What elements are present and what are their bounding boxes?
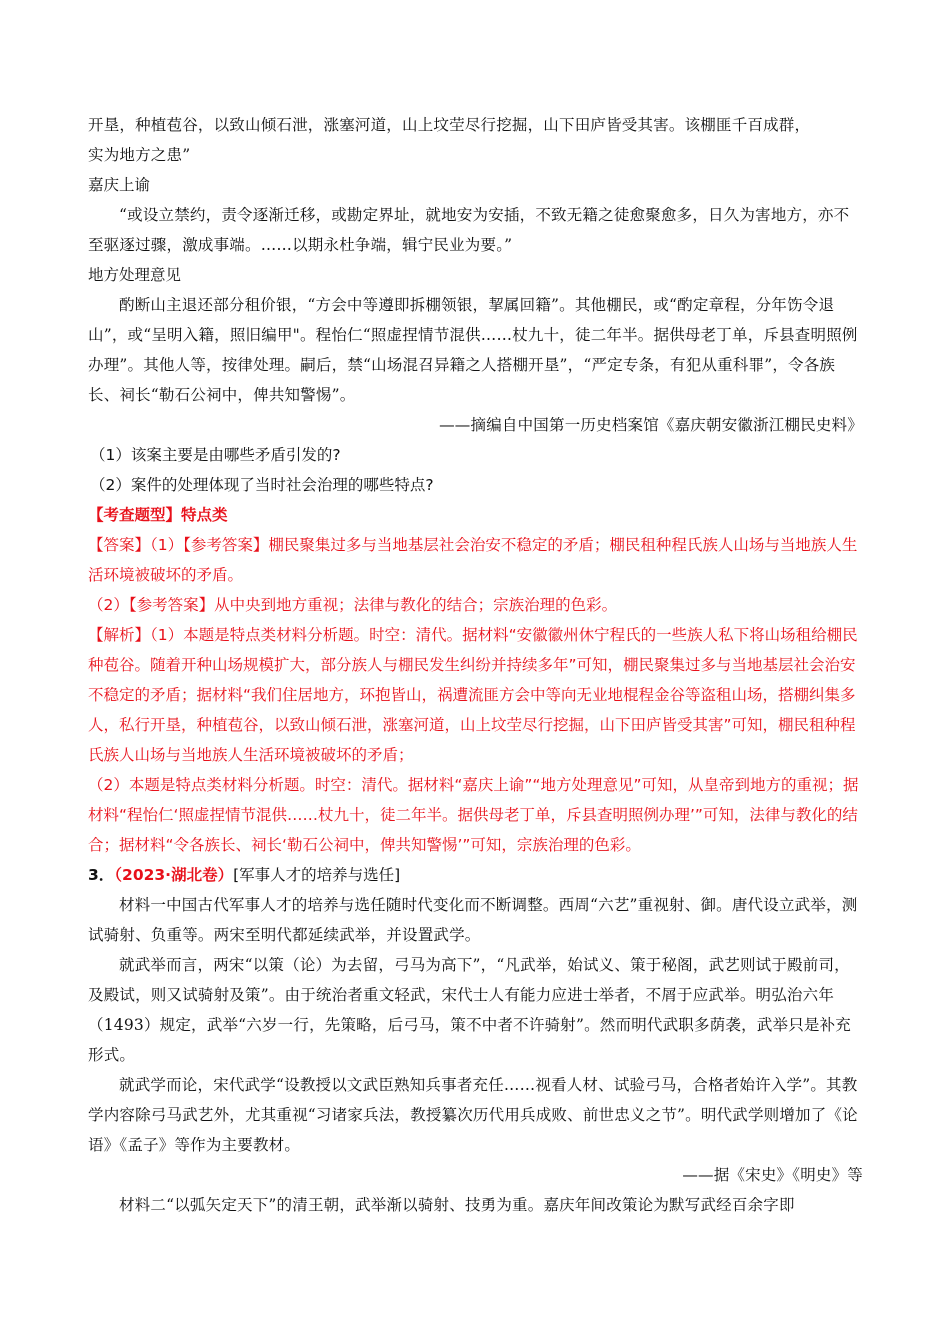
explanation-2: （2）本题是特点类材料分析题。时空：清代。据材料“嘉庆上谕”“地方处理意见”可知，从皇帝到地方的重视；据材料“程怡仁‘照虚捏情节混供……杖九十，徒二年半。据供母老丁单，斥县查明照例办理’”可知，法律与教化的结合；据材料“令各族长、祠长‘勒石公祠中，俾共知警惕’”可知，宗族治理的色彩。 (88, 776, 859, 854)
material-2-paragraph: 材料二“以弧矢定天下”的清王朝，武举渐以骑射、技勇为重。嘉庆年间改策论为默写武经百余字即 (119, 1196, 795, 1214)
explanation-1 (88, 620, 863, 770)
question-type-label: 【考查题型】特点类 (88, 506, 228, 524)
edict-paragraph: “或设立禁约，责令逐渐迁移，或勘定界址，就地安为安插，不致无籍之徒愈聚愈多，日久为害地方，亦不至驱逐过骤，激成事端。……以期永杜争端，辑宁民业为要。” (88, 206, 850, 254)
question-number: 3． (88, 866, 115, 884)
passage-line: 实为地方之患” (88, 146, 191, 164)
section-heading: 嘉庆上谕 (88, 176, 151, 194)
reference-answer-label: 【参考答案】 (183, 536, 269, 554)
section-heading: 地方处理意见 (88, 266, 182, 284)
answer-label: 【答案】 (88, 536, 151, 554)
material-1-paragraph: 就武举而言，两宋“以策（论）为去留，弓马为高下”，“凡武举，始试义、策于秘阁，武艺则试于殿前司，及殿试，则又试骑射及策”。由于统治者重文轻武，宋代士人有能力应进士举者，不屑于应武举。明弘治六年（1493）规定，武举“六岁一行，先策略，后弓马，策不中者不许骑射”。然而明代武职多荫袭，武举只是补充形式。 (88, 956, 851, 1064)
answer-text: 从中央到地方重视；法律与教化的结合；宗族治理的色彩。 (214, 596, 618, 614)
material-1-paragraph: 就武学而论，宋代武学“设教授以文武臣熟知兵事者充任……视看人材、试验弓马，合格者始许入学”。其教学内容除弓马武艺外，尤其重视“习诸家兵法，教授纂次历代用兵成败、前世忠义之节”。明代武学则增加了《论语》《孟子》等作为主要教材。 (88, 1076, 858, 1154)
material-1-paragraph: 材料一中国古代军事人才的培养与选任随时代变化而不断调整。西周“六艺”重视射、御。唐代设立武举，测试骑射、负重等。两宋至明代都延续武举，并设置武学。 (88, 896, 858, 944)
answer-number: （1） (150, 536, 184, 554)
explanation-text: （1）本题是特点类材料分析题。时空：清代。据材料“安徽徽州休宁程氏的一些族人私下将山场租给棚民种苞谷。随着开种山场规模扩大，部分族人与棚民发生纠纷并持续多年”可知，棚民聚集过多与当地基层社会治安不稳定的矛盾；据材料“我们住居地方，环抱皆山，祸遭流匪方会中等向无业地棍程金谷等盗租山场，搭棚纠集多人，私行开垦，种植苞谷，以致山倾石泄，涨塞河道，山上坟茔尽行挖掘，山下田庐皆受其害”可知，棚民租种程氏族人山场与当地族人生活环境被破坏的矛盾； (88, 626, 858, 764)
answer-number: （2） (88, 596, 129, 614)
local-opinion-paragraph: 酌断山主退还部分租价银，“方会中等遵即拆棚领银，挈属回籍”。其他棚民，或“酌定章程，分年饬令退山”，或“呈明入籍，照旧编甲"。程怡仁“照虚捏情节混供……杖九十，徒二年半。据供母老丁单，斥县查明照例办理”。其他人等，按律处理。嗣后，禁“山场混召异籍之人搭棚开垦”，“严定专条，有犯从重科罪”，令各族长、祠长“勒石公祠中，俾共知警惕”。 (88, 296, 858, 404)
answer-2 (88, 590, 863, 620)
passage-line: 开垦，种植苞谷，以致山倾石泄，涨塞河道，山上坟茔尽行挖掘，山下田庐皆受其害。该棚匪千百成群， (88, 116, 811, 134)
document-page (88, 110, 863, 1220)
reference-answer-label: 【参考答案】 (128, 596, 215, 614)
question-topic: [军事人才的培养与选任] (233, 866, 401, 884)
explanation-label: 【解析】 (88, 626, 151, 644)
question-2: （2）案件的处理体现了当时社会治理的哪些特点? (90, 476, 434, 494)
exam-source-tag: （2023·湖北卷） (114, 866, 234, 884)
answer-1 (88, 530, 863, 590)
answer-text: 棚民聚集过多与当地基层社会治安不稳定的矛盾；棚民租种程氏族人山场与当地族人生活环境被破坏的矛盾。 (88, 536, 858, 584)
question-3-header (88, 860, 863, 890)
source-citation: ——摘编自中国第一历史档案馆《嘉庆朝安徽浙江棚民史料》 (439, 416, 863, 434)
source-citation: ——据《宋史》《明史》等 (682, 1166, 863, 1184)
question-1: （1）该案主要是由哪些矛盾引发的? (90, 446, 341, 464)
